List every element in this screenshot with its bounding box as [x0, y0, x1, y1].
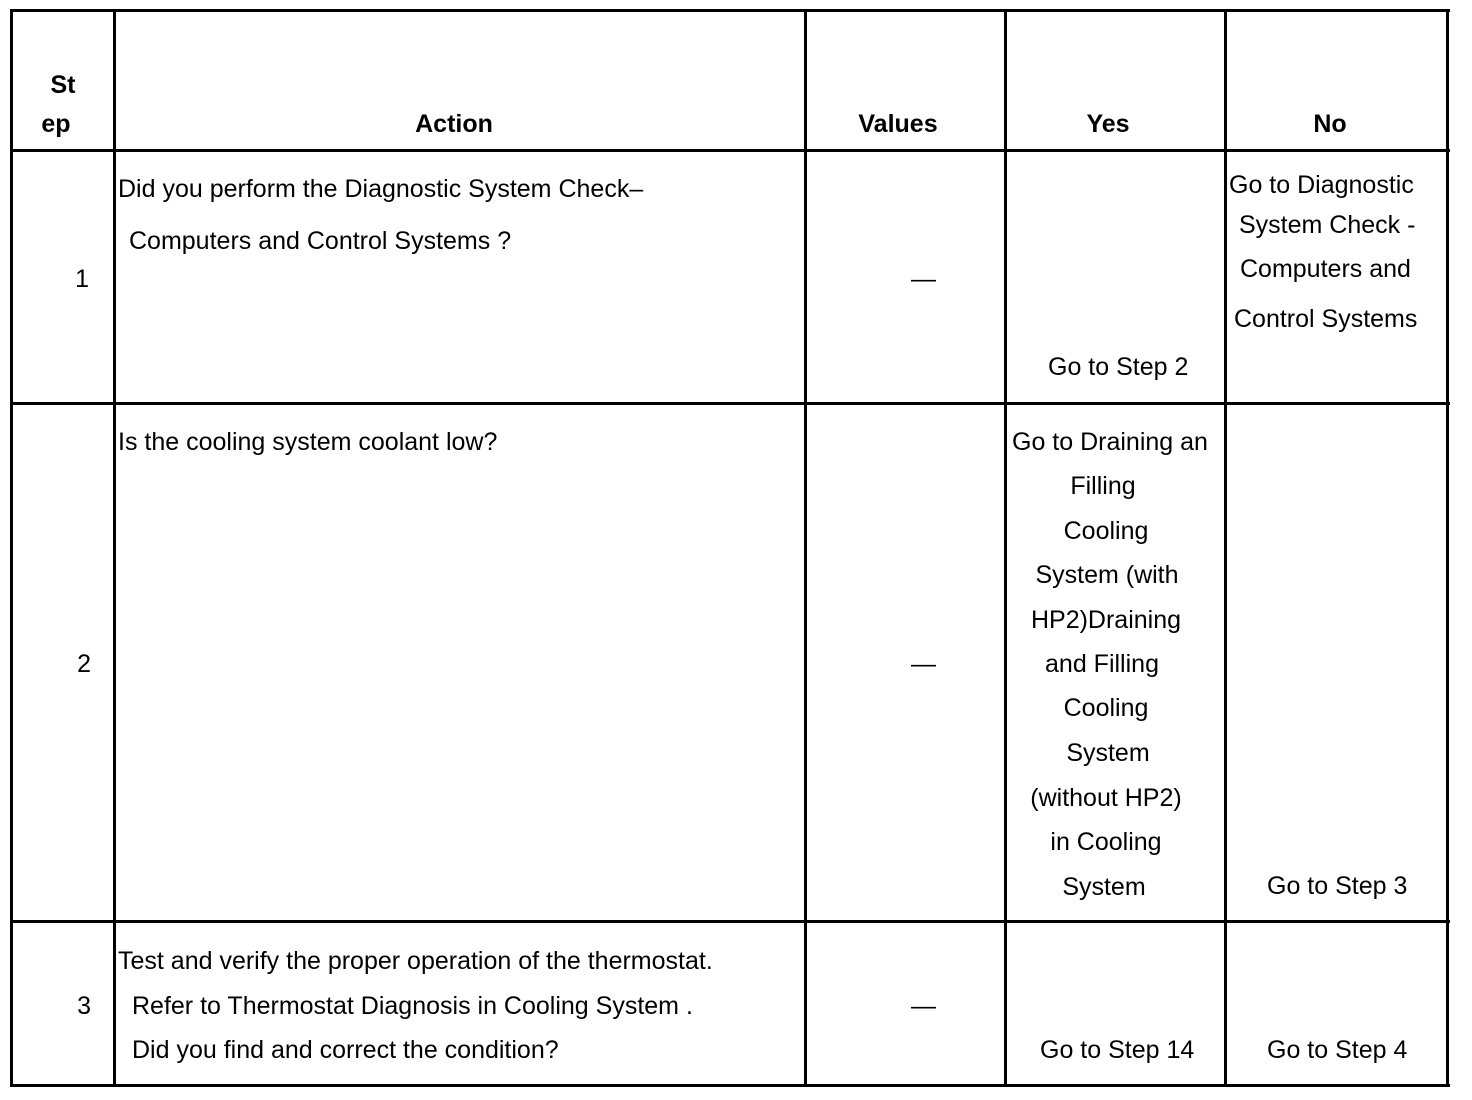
row-divider-2 — [10, 920, 1450, 923]
action-text-line: Did you find and correct the condition? — [132, 1036, 559, 1064]
table-border-bottom — [10, 1084, 1450, 1087]
yes-cell-line: Cooling — [1063, 517, 1149, 545]
action-text-line: Computers and Control Systems ? — [129, 227, 512, 255]
header-action: Action — [415, 110, 493, 138]
yes-cell-line: Cooling — [1063, 694, 1149, 722]
action-text-line: Did you perform the Diagnostic System Check– — [118, 175, 644, 203]
step-number: 3 — [77, 992, 91, 1020]
yes-cell-line: System — [1066, 739, 1150, 767]
action-text-line: Is the cooling system coolant low? — [118, 428, 498, 456]
no-cell: Go to Step 3 — [1267, 872, 1408, 900]
action-text-line: Test and verify the proper operation of the thermostat. — [118, 947, 713, 975]
header-yes: Yes — [1086, 110, 1130, 138]
no-cell-line: Control Systems — [1234, 305, 1418, 333]
column-divider-yes — [1224, 9, 1227, 1087]
no-cell-line: Computers and — [1240, 255, 1411, 283]
no-cell-line: System Check - — [1239, 211, 1416, 239]
table-border-top — [10, 9, 1450, 12]
step-number: 2 — [77, 650, 91, 678]
header-no: No — [1313, 110, 1347, 138]
column-divider-values — [1004, 9, 1007, 1087]
table-border-right — [1446, 9, 1449, 1087]
values-cell: — — [911, 265, 936, 293]
values-cell: — — [911, 650, 936, 678]
yes-cell: Go to Step 14 — [1040, 1036, 1195, 1064]
yes-cell: Go to Step 2 — [1048, 353, 1189, 381]
row-divider-1 — [10, 402, 1450, 405]
header-step-line2: ep — [41, 110, 71, 138]
yes-cell-line: (without HP2) — [1030, 784, 1182, 812]
no-cell: Go to Step 4 — [1267, 1036, 1408, 1064]
column-divider-step — [113, 9, 116, 1087]
yes-cell-line: and Filling — [1045, 650, 1159, 678]
yes-cell-line: System (with — [1035, 561, 1179, 589]
yes-cell-line: HP2)Draining — [1030, 606, 1182, 634]
header-divider — [10, 149, 1450, 152]
header-step-line1: St — [50, 71, 76, 99]
column-divider-action — [804, 9, 807, 1087]
yes-cell-line: Filling — [1070, 472, 1136, 500]
yes-cell-line: Go to Draining an — [1012, 428, 1208, 456]
no-cell-line: Go to Diagnostic — [1229, 171, 1414, 199]
step-number: 1 — [75, 265, 89, 293]
header-values: Values — [858, 110, 938, 138]
yes-cell-line: System — [1062, 873, 1146, 901]
table-border-left — [10, 9, 13, 1087]
yes-cell-line: in Cooling — [1050, 828, 1162, 856]
action-text-line: Refer to Thermostat Diagnosis in Cooling System . — [132, 992, 693, 1020]
values-cell: — — [911, 992, 936, 1020]
